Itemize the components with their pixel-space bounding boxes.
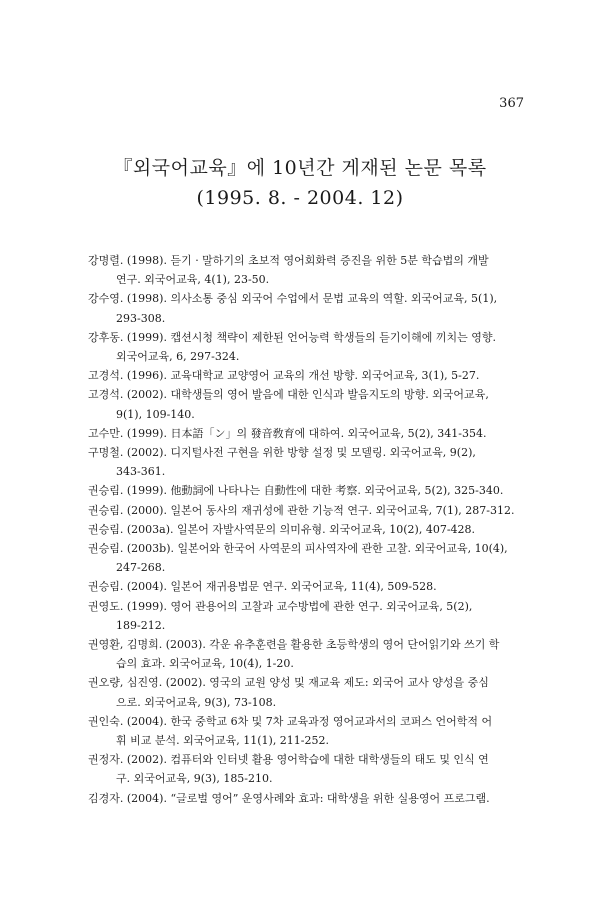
reference-line: 권승림. (2003b). 일본어와 한국어 사역문의 피사역자에 관한 고찰. 외국어교육, 10(4), bbox=[88, 542, 508, 556]
reference-line: 권오량, 심진영. (2002). 영국의 교원 양성 및 재교육 제도: 외국어 교사 양성을 중심 bbox=[88, 676, 489, 690]
page-subtitle-date-range: (1995. 8. - 2004. 12) bbox=[196, 187, 404, 209]
reference-entry bbox=[88, 501, 536, 520]
reference-continuation: 으로. 외국어교육, 9(3), 73-108. bbox=[116, 695, 277, 709]
reference-entry bbox=[88, 443, 536, 481]
reference-entry bbox=[88, 635, 536, 673]
reference-entry bbox=[88, 289, 536, 327]
reference-continuation: 휘 비교 분석. 외국어교육, 11(1), 211-252. bbox=[116, 734, 330, 748]
reference-line: 권승림. (2004). 일본어 재귀용법문 연구. 외국어교육, 11(4), 509-528. bbox=[88, 580, 437, 594]
reference-continuation: 9(1), 109-140. bbox=[116, 407, 195, 421]
reference-entry bbox=[88, 539, 536, 577]
reference-line: 강후동. (1999). 캡션시청 책략이 제한된 언어능력 학생들의 듣기이해에 끼치는 영향. bbox=[88, 330, 496, 344]
reference-entry bbox=[88, 385, 536, 423]
reference-continuation: 343-361. bbox=[116, 465, 166, 479]
reference-entry bbox=[88, 520, 536, 539]
reference-entry bbox=[88, 712, 536, 750]
reference-entry bbox=[88, 750, 536, 788]
reference-line: 권영도. (1999). 영어 관용어의 고찰과 교수방법에 관한 연구. 외국어교육, 5(2), bbox=[88, 599, 473, 613]
reference-line: 김경자. (2004). “글로벌 영어” 운영사례와 효과: 대학생을 위한 실용영어 프로그램. bbox=[88, 791, 490, 805]
reference-entry bbox=[88, 424, 536, 443]
reference-list bbox=[88, 251, 536, 808]
reference-entry bbox=[88, 673, 536, 711]
reference-entry bbox=[88, 789, 536, 808]
reference-entry bbox=[88, 251, 536, 289]
reference-line: 구명철. (2002). 디지털사전 구현을 위한 방향 설정 및 모델링. 외국어교육, 9(2), bbox=[88, 446, 476, 460]
page-number: 367 bbox=[499, 96, 524, 111]
reference-continuation: 구. 외국어교육, 9(3), 185-210. bbox=[116, 772, 273, 786]
reference-line: 강명렬. (1998). 듣기 · 말하기의 초보적 영어회화력 증진을 위한 5분 학습법의 개발 bbox=[88, 254, 489, 267]
reference-line: 권정자. (2002). 컴퓨터와 인터넷 활용 영어학습에 대한 대학생들의 태도 및 인식 연 bbox=[88, 753, 489, 767]
reference-line: 권승림. (2000). 일본어 동사의 재귀성에 관한 기능적 연구. 외국어교육, 7(1), 287-312. bbox=[88, 503, 515, 517]
reference-entry bbox=[88, 328, 536, 366]
reference-continuation: 습의 효과. 외국어교육, 10(4), 1-20. bbox=[116, 657, 294, 671]
reference-continuation: 연구. 외국어교육, 4(1), 23-50. bbox=[116, 273, 270, 287]
reference-line: 권인숙. (2004). 한국 중학교 6차 및 7차 교육과정 영어교과서의 코퍼스 언어학적 어 bbox=[88, 714, 493, 728]
reference-entry bbox=[88, 577, 536, 596]
reference-entry bbox=[88, 366, 536, 385]
reference-line: 고수만. (1999). 日本語「ン」의 發音敎育에 대하여. 외국어교육, 5(2), 341-354. bbox=[88, 426, 487, 440]
reference-continuation: 247-268. bbox=[116, 561, 166, 575]
reference-entry bbox=[88, 597, 536, 635]
reference-line: 권승림. (1999). 他動詞에 나타나는 自動性에 대한 考察. 외국어교육, 5(2), 325-340. bbox=[88, 484, 504, 498]
reference-continuation: 189-212. bbox=[116, 618, 166, 632]
page-title: 『외국어교육』에 10년간 게재된 논문 목록 bbox=[113, 157, 487, 179]
reference-continuation: 외국어교육, 6, 297-324. bbox=[116, 350, 240, 364]
reference-continuation: 293-308. bbox=[116, 311, 166, 325]
reference-line: 고경석. (2002). 대학생들의 영어 발음에 대한 인식과 발음지도의 방향. 외국어교육, bbox=[88, 388, 489, 402]
reference-line: 고경석. (1996). 교육대학교 교양영어 교육의 개선 방향. 외국어교육, 3(1), 5-27. bbox=[88, 369, 480, 383]
reference-line: 강수영. (1998). 의사소통 중심 외국어 수업에서 문법 교육의 역할. 외국어교육, 5(1), bbox=[88, 292, 498, 306]
reference-line: 권영환, 김명희. (2003). 각운 유추훈련을 활용한 초등학생의 영어 단어읽기와 쓰기 학 bbox=[88, 638, 500, 652]
reference-entry bbox=[88, 481, 536, 500]
reference-line: 권승림. (2003a). 일본어 자발사역문의 의미유형. 외국어교육, 10(2), 407-428. bbox=[88, 522, 476, 536]
